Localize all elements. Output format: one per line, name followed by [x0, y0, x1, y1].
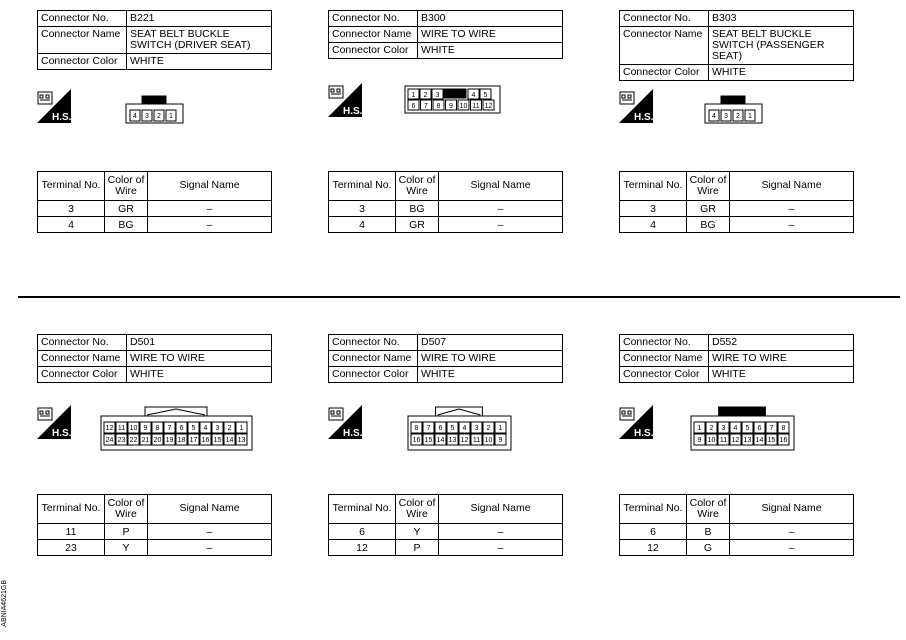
connector-color-value: WHITE [709, 367, 854, 383]
pin-label: 23 [117, 437, 126, 444]
table-row [620, 217, 854, 233]
pin-label: 6 [438, 425, 443, 432]
pin-label: 3 [145, 113, 149, 120]
terminal-table-header [329, 495, 563, 524]
table-row [38, 540, 272, 556]
pin-label: 1 [498, 425, 503, 432]
signal-name-cell: – [148, 201, 272, 217]
terminal-table [619, 494, 854, 556]
pin-label: 5 [450, 425, 455, 432]
terminal-no-cell: 4 [620, 217, 687, 233]
terminal-table [37, 494, 272, 556]
table-row [329, 201, 563, 217]
pin-label: 3 [215, 425, 220, 432]
pin-label: 8 [436, 103, 441, 110]
connector-no-row [38, 11, 272, 27]
signal-name-cell: – [730, 217, 854, 233]
table-row [620, 201, 854, 217]
connector-color-value: WHITE [127, 367, 272, 383]
connector-color-label: Connector Color [329, 43, 418, 59]
pin-label: 2 [423, 92, 428, 99]
pin-label: 1 [239, 425, 244, 432]
connector-name-row [329, 27, 563, 43]
terminal-table [328, 171, 563, 233]
connector-color-row [620, 65, 854, 81]
pin-label: 16 [779, 437, 788, 444]
pin-label: 8 [781, 425, 786, 432]
connector-name-value: WIRE TO WIRE [418, 27, 563, 43]
connector-color-row [329, 43, 563, 59]
pin-label: 1 [169, 113, 173, 120]
signal-name-cell: – [730, 201, 854, 217]
pin-label: 2 [736, 113, 740, 120]
pin-label: 9 [143, 425, 148, 432]
pin-label: 14 [225, 437, 234, 444]
connector-name-value: SEAT BELT BUCKLE SWITCH (PASSENGER SEAT) [709, 27, 854, 65]
terminal-no-cell: 3 [620, 201, 687, 217]
pin-label: 6 [411, 103, 416, 110]
pin-label: 2 [227, 425, 232, 432]
connector-no-row [329, 335, 563, 351]
pin-label: 2 [709, 425, 714, 432]
pin-label: 16 [412, 437, 421, 444]
connector-color-row [620, 367, 854, 383]
terminal-no-header: Terminal No. [38, 172, 105, 201]
terminal-no-cell: 23 [38, 540, 105, 556]
pin-label: 3 [721, 425, 726, 432]
wire-color-cell: B [687, 524, 730, 540]
pin-label: 5 [483, 92, 488, 99]
connector-no-value: B221 [127, 11, 272, 27]
section-divider [18, 296, 900, 298]
terminal-no-header: Terminal No. [329, 172, 396, 201]
connector-name-value: WIRE TO WIRE [127, 351, 272, 367]
connector-no-value: D507 [418, 335, 563, 351]
terminal-no-cell: 11 [38, 524, 105, 540]
pin-label: 4 [733, 425, 738, 432]
table-row [329, 524, 563, 540]
signal-name-cell: – [730, 540, 854, 556]
connector-no-value: B303 [709, 11, 854, 27]
terminal-table-header [620, 495, 854, 524]
wire-color-header: Color of Wire [105, 495, 148, 524]
connector-face-diagram [404, 85, 502, 120]
pin-label: 17 [189, 437, 198, 444]
connector-name-value: WIRE TO WIRE [418, 351, 563, 367]
signal-name-header: Signal Name [730, 172, 854, 201]
pin-label: 8 [414, 425, 419, 432]
pin-label: 10 [707, 437, 716, 444]
connector-face-diagram [690, 406, 796, 457]
connector-color-row [329, 367, 563, 383]
signal-name-cell: – [148, 217, 272, 233]
pin-label: 3 [435, 92, 440, 99]
connector-no-row [38, 335, 272, 351]
terminal-no-cell: 3 [329, 201, 396, 217]
pin-label: 18 [177, 437, 186, 444]
signal-name-cell: – [439, 217, 563, 233]
connector-color-value: WHITE [127, 54, 272, 70]
wire-color-cell: P [105, 524, 148, 540]
terminal-table-header [38, 495, 272, 524]
signal-name-cell: – [439, 524, 563, 540]
connector-color-label: Connector Color [620, 367, 709, 383]
connector-info-table [328, 334, 563, 383]
connector-face-diagram [704, 95, 764, 130]
signal-name-header: Signal Name [148, 495, 272, 524]
connector-name-value: SEAT BELT BUCKLE SWITCH (DRIVER SEAT) [127, 27, 272, 54]
pin-label: 1 [697, 425, 702, 432]
pin-label: 9 [449, 103, 453, 110]
wire-color-cell: GR [687, 201, 730, 217]
harness-side-icon [328, 83, 362, 117]
terminal-table-header [620, 172, 854, 201]
pin-label: 9 [697, 437, 702, 444]
signal-name-cell: – [439, 201, 563, 217]
connector-name-label: Connector Name [620, 27, 709, 65]
connector-info-table [619, 10, 854, 81]
terminal-table-header [329, 172, 563, 201]
pin-label: 1 [411, 92, 416, 99]
signal-name-header: Signal Name [439, 172, 563, 201]
terminal-no-cell: 6 [620, 524, 687, 540]
harness-side-icon [619, 405, 653, 439]
pin-label: 6 [179, 425, 184, 432]
table-row [620, 540, 854, 556]
signal-name-cell: – [439, 540, 563, 556]
harness-side-icon [37, 405, 71, 439]
terminal-no-cell: 6 [329, 524, 396, 540]
connector-color-value: WHITE [418, 367, 563, 383]
signal-name-cell: – [148, 540, 272, 556]
harness-side-icon [619, 89, 653, 123]
connector-name-row [38, 351, 272, 367]
connector-color-value: WHITE [418, 43, 563, 59]
pin-label: 4 [471, 92, 476, 99]
connector-no-label: Connector No. [620, 11, 709, 27]
connector-name-row [329, 351, 563, 367]
table-row [329, 540, 563, 556]
hs-label: H.S. [343, 106, 362, 117]
terminal-no-header: Terminal No. [620, 495, 687, 524]
connector-color-row [38, 54, 272, 70]
pin-label: 10 [484, 437, 493, 444]
pin-label: 15 [424, 437, 433, 444]
signal-name-header: Signal Name [439, 495, 563, 524]
connector-face-diagram [407, 406, 513, 457]
connector-color-label: Connector Color [38, 367, 127, 383]
terminal-table [619, 171, 854, 233]
pin-label: 5 [191, 425, 196, 432]
pin-label: 12 [460, 437, 469, 444]
connector-name-label: Connector Name [38, 351, 127, 367]
hs-label: H.S. [634, 428, 653, 439]
connector-no-row [620, 11, 854, 27]
pin-label: 3 [724, 113, 728, 120]
table-row [38, 524, 272, 540]
pin-label: 13 [743, 437, 752, 444]
terminal-table [37, 171, 272, 233]
connector-no-row [620, 335, 854, 351]
connector-color-label: Connector Color [38, 54, 127, 70]
connector-name-value: WIRE TO WIRE [709, 351, 854, 367]
wire-color-header: Color of Wire [105, 172, 148, 201]
pin-label: 6 [757, 425, 762, 432]
hs-label: H.S. [634, 112, 653, 123]
harness-side-icon [328, 405, 362, 439]
table-row [38, 217, 272, 233]
pin-label: 9 [498, 437, 503, 444]
pin-label: 11 [472, 103, 480, 110]
pin-label: 22 [129, 437, 138, 444]
wire-color-cell: BG [687, 217, 730, 233]
connector-info-table [328, 10, 563, 59]
connector-name-label: Connector Name [329, 27, 418, 43]
terminal-no-cell: 12 [329, 540, 396, 556]
connector-color-value: WHITE [709, 65, 854, 81]
pin-label: 7 [426, 425, 431, 432]
wire-color-cell: GR [396, 217, 439, 233]
pin-label: 3 [474, 425, 479, 432]
terminal-table [328, 494, 563, 556]
wire-color-header: Color of Wire [687, 172, 730, 201]
pin-label: 16 [201, 437, 210, 444]
connector-color-label: Connector Color [329, 367, 418, 383]
harness-side-icon [37, 89, 71, 123]
terminal-no-cell: 3 [38, 201, 105, 217]
connector-no-value: D552 [709, 335, 854, 351]
connector-name-label: Connector Name [38, 27, 127, 54]
connector-no-value: D501 [127, 335, 272, 351]
signal-name-header: Signal Name [148, 172, 272, 201]
wire-color-cell: Y [396, 524, 439, 540]
pin-label: 4 [203, 425, 208, 432]
connector-info-table [619, 334, 854, 383]
connector-info-table [37, 10, 272, 70]
figure-code: ABNIA4621GB [1, 580, 8, 627]
table-row [620, 524, 854, 540]
pin-label: 4 [712, 113, 716, 120]
pin-label: 11 [719, 437, 728, 444]
wire-color-header: Color of Wire [396, 172, 439, 201]
terminal-no-cell: 4 [38, 217, 105, 233]
terminal-no-header: Terminal No. [620, 172, 687, 201]
pin-label: 13 [448, 437, 457, 444]
hs-label: H.S. [343, 428, 362, 439]
terminal-no-header: Terminal No. [38, 495, 105, 524]
pin-label: 11 [472, 437, 481, 444]
pin-label: 21 [141, 437, 150, 444]
signal-name-cell: – [148, 524, 272, 540]
pin-label: 12 [731, 437, 740, 444]
terminal-table-header [38, 172, 272, 201]
pin-label: 8 [155, 425, 160, 432]
pin-label: 11 [117, 425, 126, 432]
pin-label: 2 [486, 425, 491, 432]
signal-name-cell: – [730, 524, 854, 540]
connector-no-label: Connector No. [38, 11, 127, 27]
wire-color-cell: Y [105, 540, 148, 556]
connector-face-diagram [125, 95, 185, 130]
pin-label: 4 [133, 113, 137, 120]
connector-color-row [38, 367, 272, 383]
pin-label: 19 [165, 437, 174, 444]
wire-color-cell: P [396, 540, 439, 556]
pin-label: 7 [167, 425, 172, 432]
pin-label: 15 [767, 437, 776, 444]
connector-no-row [329, 11, 563, 27]
connector-info-table [37, 334, 272, 383]
pin-label: 5 [745, 425, 750, 432]
connector-no-label: Connector No. [329, 11, 418, 27]
pin-label: 7 [424, 103, 428, 110]
pin-label: 10 [129, 425, 138, 432]
connector-name-row [620, 27, 854, 65]
pin-label: 4 [462, 425, 467, 432]
pin-label: 14 [436, 437, 445, 444]
pin-label: 10 [459, 103, 468, 110]
pin-label: 2 [157, 113, 161, 120]
pin-label: 20 [153, 437, 162, 444]
wire-color-header: Color of Wire [687, 495, 730, 524]
connector-name-row [38, 27, 272, 54]
table-row [329, 217, 563, 233]
connector-name-label: Connector Name [620, 351, 709, 367]
connector-name-row [620, 351, 854, 367]
terminal-no-cell: 12 [620, 540, 687, 556]
connector-no-label: Connector No. [329, 335, 418, 351]
connector-face-diagram [100, 406, 254, 457]
connector-color-label: Connector Color [620, 65, 709, 81]
table-row [38, 201, 272, 217]
hs-label: H.S. [52, 112, 71, 123]
connector-no-value: B300 [418, 11, 563, 27]
wire-color-cell: GR [105, 201, 148, 217]
wire-color-cell: G [687, 540, 730, 556]
connector-no-label: Connector No. [620, 335, 709, 351]
pin-label: 15 [213, 437, 222, 444]
hs-label: H.S. [52, 428, 71, 439]
pin-label: 24 [105, 437, 114, 444]
pin-label: 12 [484, 103, 493, 110]
pin-label: 13 [237, 437, 246, 444]
wire-color-cell: BG [396, 201, 439, 217]
pin-label: 12 [105, 425, 114, 432]
terminal-no-cell: 4 [329, 217, 396, 233]
connector-no-label: Connector No. [38, 335, 127, 351]
connector-name-label: Connector Name [329, 351, 418, 367]
wire-color-cell: BG [105, 217, 148, 233]
pin-label: 7 [769, 425, 774, 432]
wire-color-header: Color of Wire [396, 495, 439, 524]
pin-label: 1 [748, 113, 752, 120]
terminal-no-header: Terminal No. [329, 495, 396, 524]
signal-name-header: Signal Name [730, 495, 854, 524]
pin-label: 14 [755, 437, 764, 444]
